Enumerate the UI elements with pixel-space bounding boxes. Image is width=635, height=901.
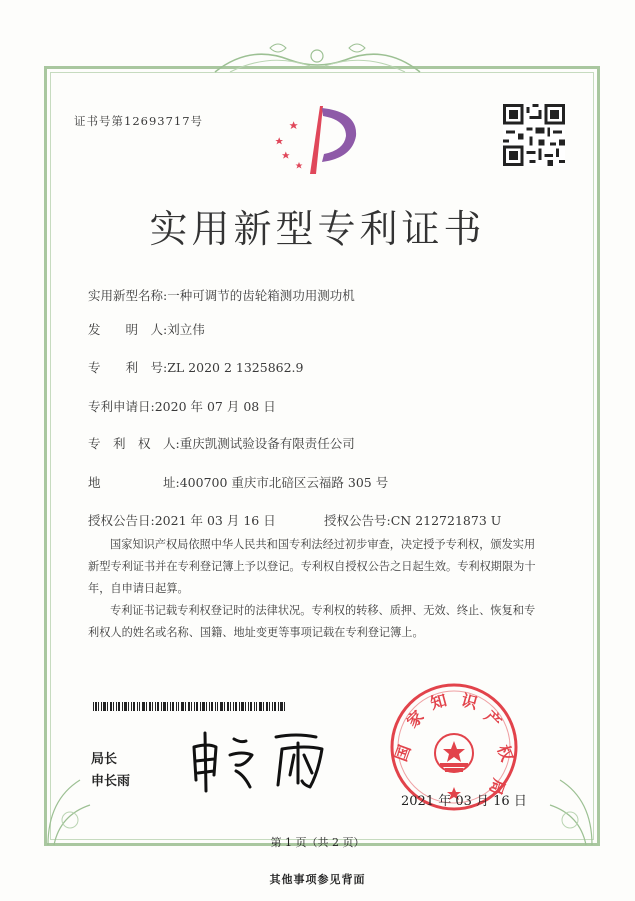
- field-grant-announcement-date: [88, 511, 276, 529]
- field-value: ZL 2020 2 1325862.9: [167, 360, 304, 375]
- handwritten-signature: [186, 725, 336, 795]
- field-value: 重庆凯测试验设备有限责任公司: [179, 436, 355, 451]
- paragraph-line: 国家知识产权局依照中华人民共和国专利法经过初步审查，决定授予专利权，颁发实用: [110, 538, 536, 551]
- field-label: 授权公告号:: [324, 513, 391, 528]
- field-label: 发 明 人:: [88, 322, 168, 337]
- svg-text:识: 识: [459, 690, 480, 713]
- field-label: 实用新型名称:: [88, 288, 168, 303]
- field-patent-number: [88, 358, 304, 376]
- footer-note: 其他事项参见背面: [269, 873, 366, 886]
- field-label: 专 利 号:: [88, 360, 168, 375]
- signatory-title: 局长: [91, 752, 118, 767]
- field-inventor: [88, 320, 205, 338]
- certificate-title: 实用新型专利证书: [149, 207, 486, 251]
- paragraph-line: 利权人的姓名或名称、国籍、地址变更等事项记载在专利登记簿上。: [88, 626, 424, 639]
- svg-text:家: 家: [402, 706, 428, 732]
- page-number: 第 1 页（共 2 页）: [270, 836, 365, 849]
- svg-text:产: 产: [480, 706, 506, 732]
- signatory-name: 申长雨: [91, 774, 131, 789]
- field-value: 400700 重庆市北碚区云福路 305 号: [179, 475, 389, 490]
- field-label: 专利申请日:: [88, 399, 155, 414]
- seal-date: 2021 年 03 月 16 日: [401, 794, 527, 809]
- field-value: 刘立伟: [167, 322, 205, 337]
- svg-text:权: 权: [493, 742, 517, 764]
- field-application-date: [88, 397, 276, 415]
- top-ornament: [210, 38, 425, 78]
- grant-statement: [88, 534, 584, 600]
- field-patentee: [88, 434, 355, 452]
- svg-text:知: 知: [428, 690, 449, 713]
- field-address: [88, 473, 388, 491]
- field-utility-model-name: [88, 286, 355, 304]
- field-grant-announcement-number: [324, 511, 501, 529]
- legal-status-statement: [88, 600, 584, 644]
- paragraph-line: 新型专利证书并在专利登记簿上予以登记。专利权自授权公告之日起生效。专利权期限为十: [88, 560, 536, 573]
- field-label: 授权公告日:: [88, 513, 155, 528]
- cnipa-logo: [266, 102, 370, 178]
- field-label: 地 址:: [88, 475, 180, 490]
- field-value: 一种可调节的齿轮箱测功用测功机: [167, 288, 355, 303]
- svg-text:局: 局: [485, 776, 509, 798]
- qr-code: [503, 104, 565, 166]
- field-value: 2021 年 03 月 16 日: [154, 513, 276, 528]
- paragraph-line: 年，自申请日起算。: [88, 582, 189, 595]
- svg-text:国: 国: [391, 742, 415, 764]
- certificate-number: 证书号第12693717号: [74, 114, 204, 128]
- barcode: [93, 702, 285, 711]
- paragraph-line: 专利证书记载专利权登记时的法律状况。专利权的转移、质押、无效、终止、恢复和专: [110, 604, 536, 617]
- field-value: CN 212721873 U: [390, 513, 502, 528]
- field-label: 专 利 权 人:: [88, 436, 180, 451]
- field-value: 2020 年 07 月 08 日: [154, 399, 276, 414]
